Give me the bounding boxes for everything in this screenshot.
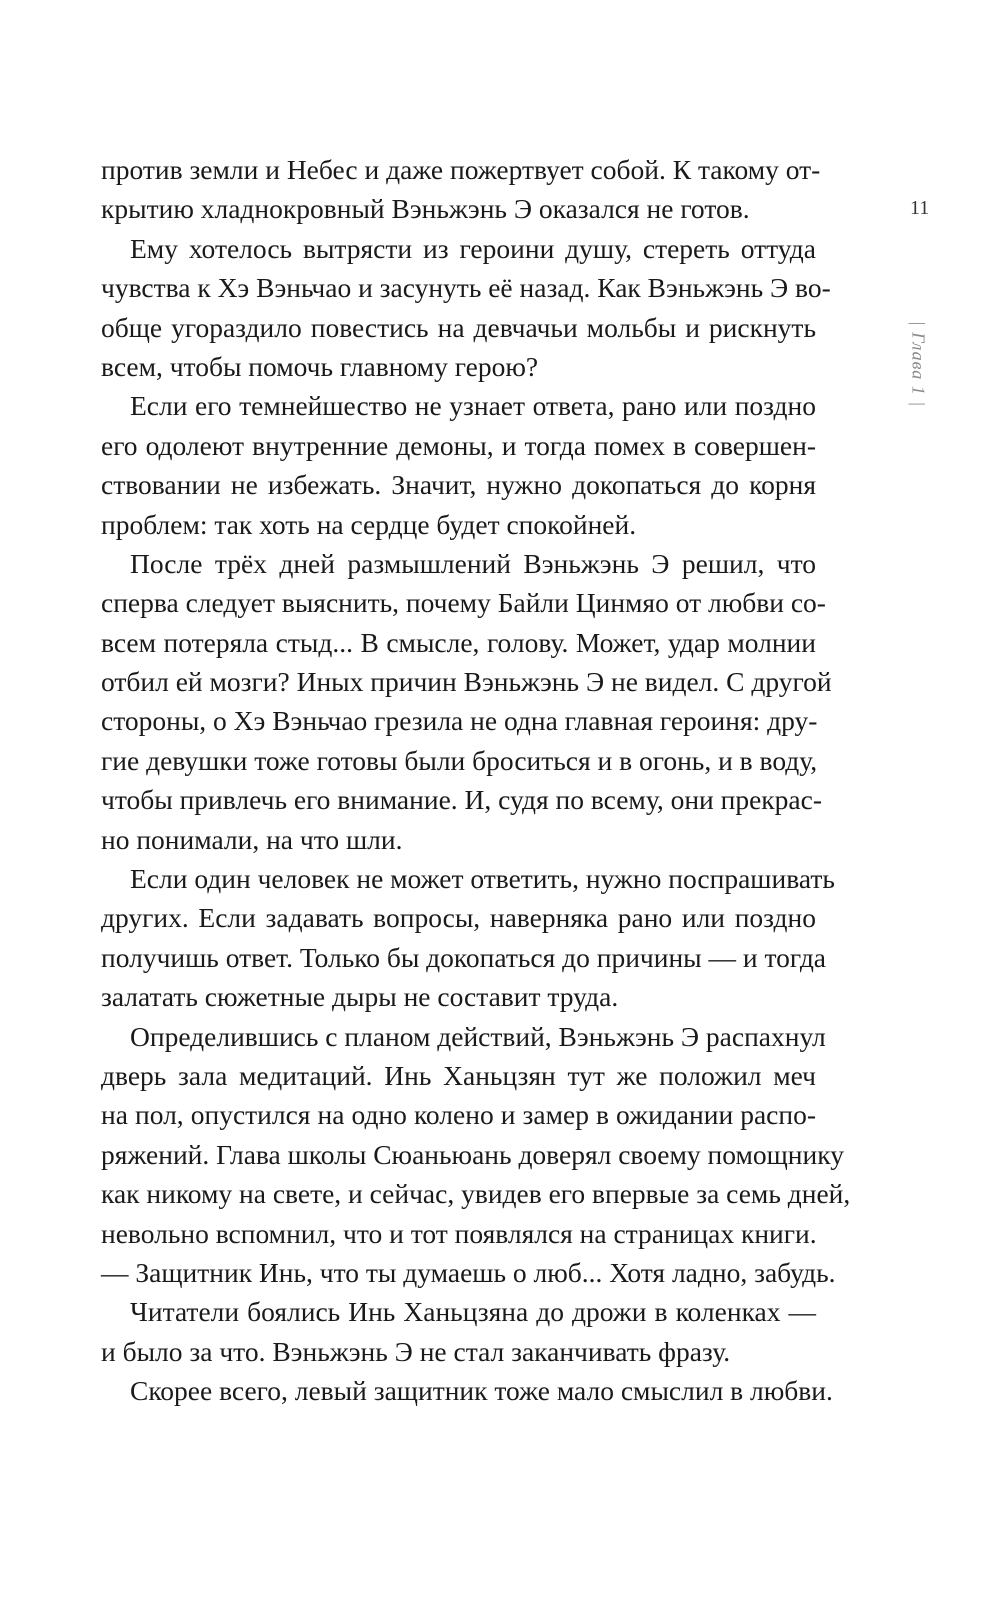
text-line: проблем: так хоть на сердце будет спокойней. <box>101 508 637 540</box>
text-line: дверь зала медитаций. Инь Ханьцзян тут же положил меч <box>101 1059 816 1091</box>
text-line: Читатели боялись Инь Ханьцзяна до дрожи в коленках — <box>130 1296 816 1328</box>
text-line: его одолеют внутренние демоны, и тогда помех в совершен- <box>101 429 816 461</box>
text-line: стороны, о Хэ Вэньчао грезила не одна главная героиня: дру- <box>101 705 818 737</box>
text-line: ствовании не избежать. Значит, нужно докопаться до корня <box>101 469 816 501</box>
paragraph <box>101 1292 816 1371</box>
text-line: других. Если задавать вопросы, наверняка рано или поздно <box>101 902 816 934</box>
text-line: всем потеряла стыд... В смысле, голову. Может, удар молнии <box>101 626 816 658</box>
text-line: обще угораздило повестись на девчачьи мольбы и рискнуть <box>101 311 816 343</box>
text-line: Если один человек не может ответить, нужно поспрашивать <box>130 863 835 895</box>
text-line: против земли и Небес и даже пожертвует собой. К такому от- <box>101 154 821 185</box>
text-line: После трёх дней размышлений Вэньжэнь Э решил, что <box>130 547 816 579</box>
text-line: крытию хладнокровный Вэньжэнь Э оказался не готов. <box>101 193 750 225</box>
text-line: сперва следует выяснить, почему Байли Цинмяо от любви со- <box>101 587 826 619</box>
text-line: но понимали, на что шли. <box>101 823 403 855</box>
text-line: отбил ей мозги? Иных причин Вэньжэнь Э не видел. С другой <box>101 666 832 698</box>
text-line: ряжений. Глава школы Сюаньюань доверял своему помощнику <box>101 1138 844 1170</box>
text-line: гие девушки тоже готовы были броситься и в огонь, и в воду, <box>101 744 818 776</box>
text-line: Ему хотелось вытрясти из героини душу, стереть оттуда <box>130 232 816 264</box>
text-line: всем, чтобы помочь главному герою? <box>101 350 539 382</box>
running-head <box>906 320 930 408</box>
paragraph <box>101 150 821 229</box>
text-line: чтобы привлечь его внимание. И, судя по всему, они прекрас- <box>101 784 822 816</box>
running-head-label: | Глава 1 | <box>908 320 929 408</box>
text-line: чувства к Хэ Вэньчао и засунуть её назад. Как Вэньжэнь Э во- <box>101 272 831 304</box>
text-line: на пол, опустился на одно колено и замер в ожидании распо- <box>101 1099 816 1131</box>
text-line: залатать сюжетные дыры не составит труда. <box>101 981 619 1013</box>
text-line: получишь ответ. Только бы докопаться до причины — и тогда <box>101 941 827 973</box>
page-number: 11 <box>910 197 930 219</box>
text-line: Скорее всего, левый защитник тоже мало смыслил в любви. <box>130 1375 833 1407</box>
paragraph <box>101 1371 833 1410</box>
body-text <box>101 150 851 1411</box>
paragraph <box>101 386 816 544</box>
text-line: Определившись с планом действий, Вэньжэнь Э распахнул <box>130 1020 826 1052</box>
text-line: как никому на свете, и сейчас, увидев его впервые за семь дней, <box>101 1178 851 1210</box>
text-line: Если его темнейшество не узнает ответа, рано или поздно <box>130 390 816 422</box>
paragraph <box>101 544 832 859</box>
text-line: и было за что. Вэньжэнь Э не стал заканчивать фразу. <box>101 1335 731 1367</box>
paragraph <box>101 1253 836 1292</box>
paragraph <box>101 1017 851 1253</box>
paragraph <box>101 229 831 387</box>
text-line: — Защитник Инь, что ты думаешь о люб... Хотя ладно, забудь. <box>101 1256 836 1288</box>
paragraph <box>101 859 835 1017</box>
text-line: невольно вспомнил, что и тот появлялся на страницах книги. <box>101 1217 817 1249</box>
